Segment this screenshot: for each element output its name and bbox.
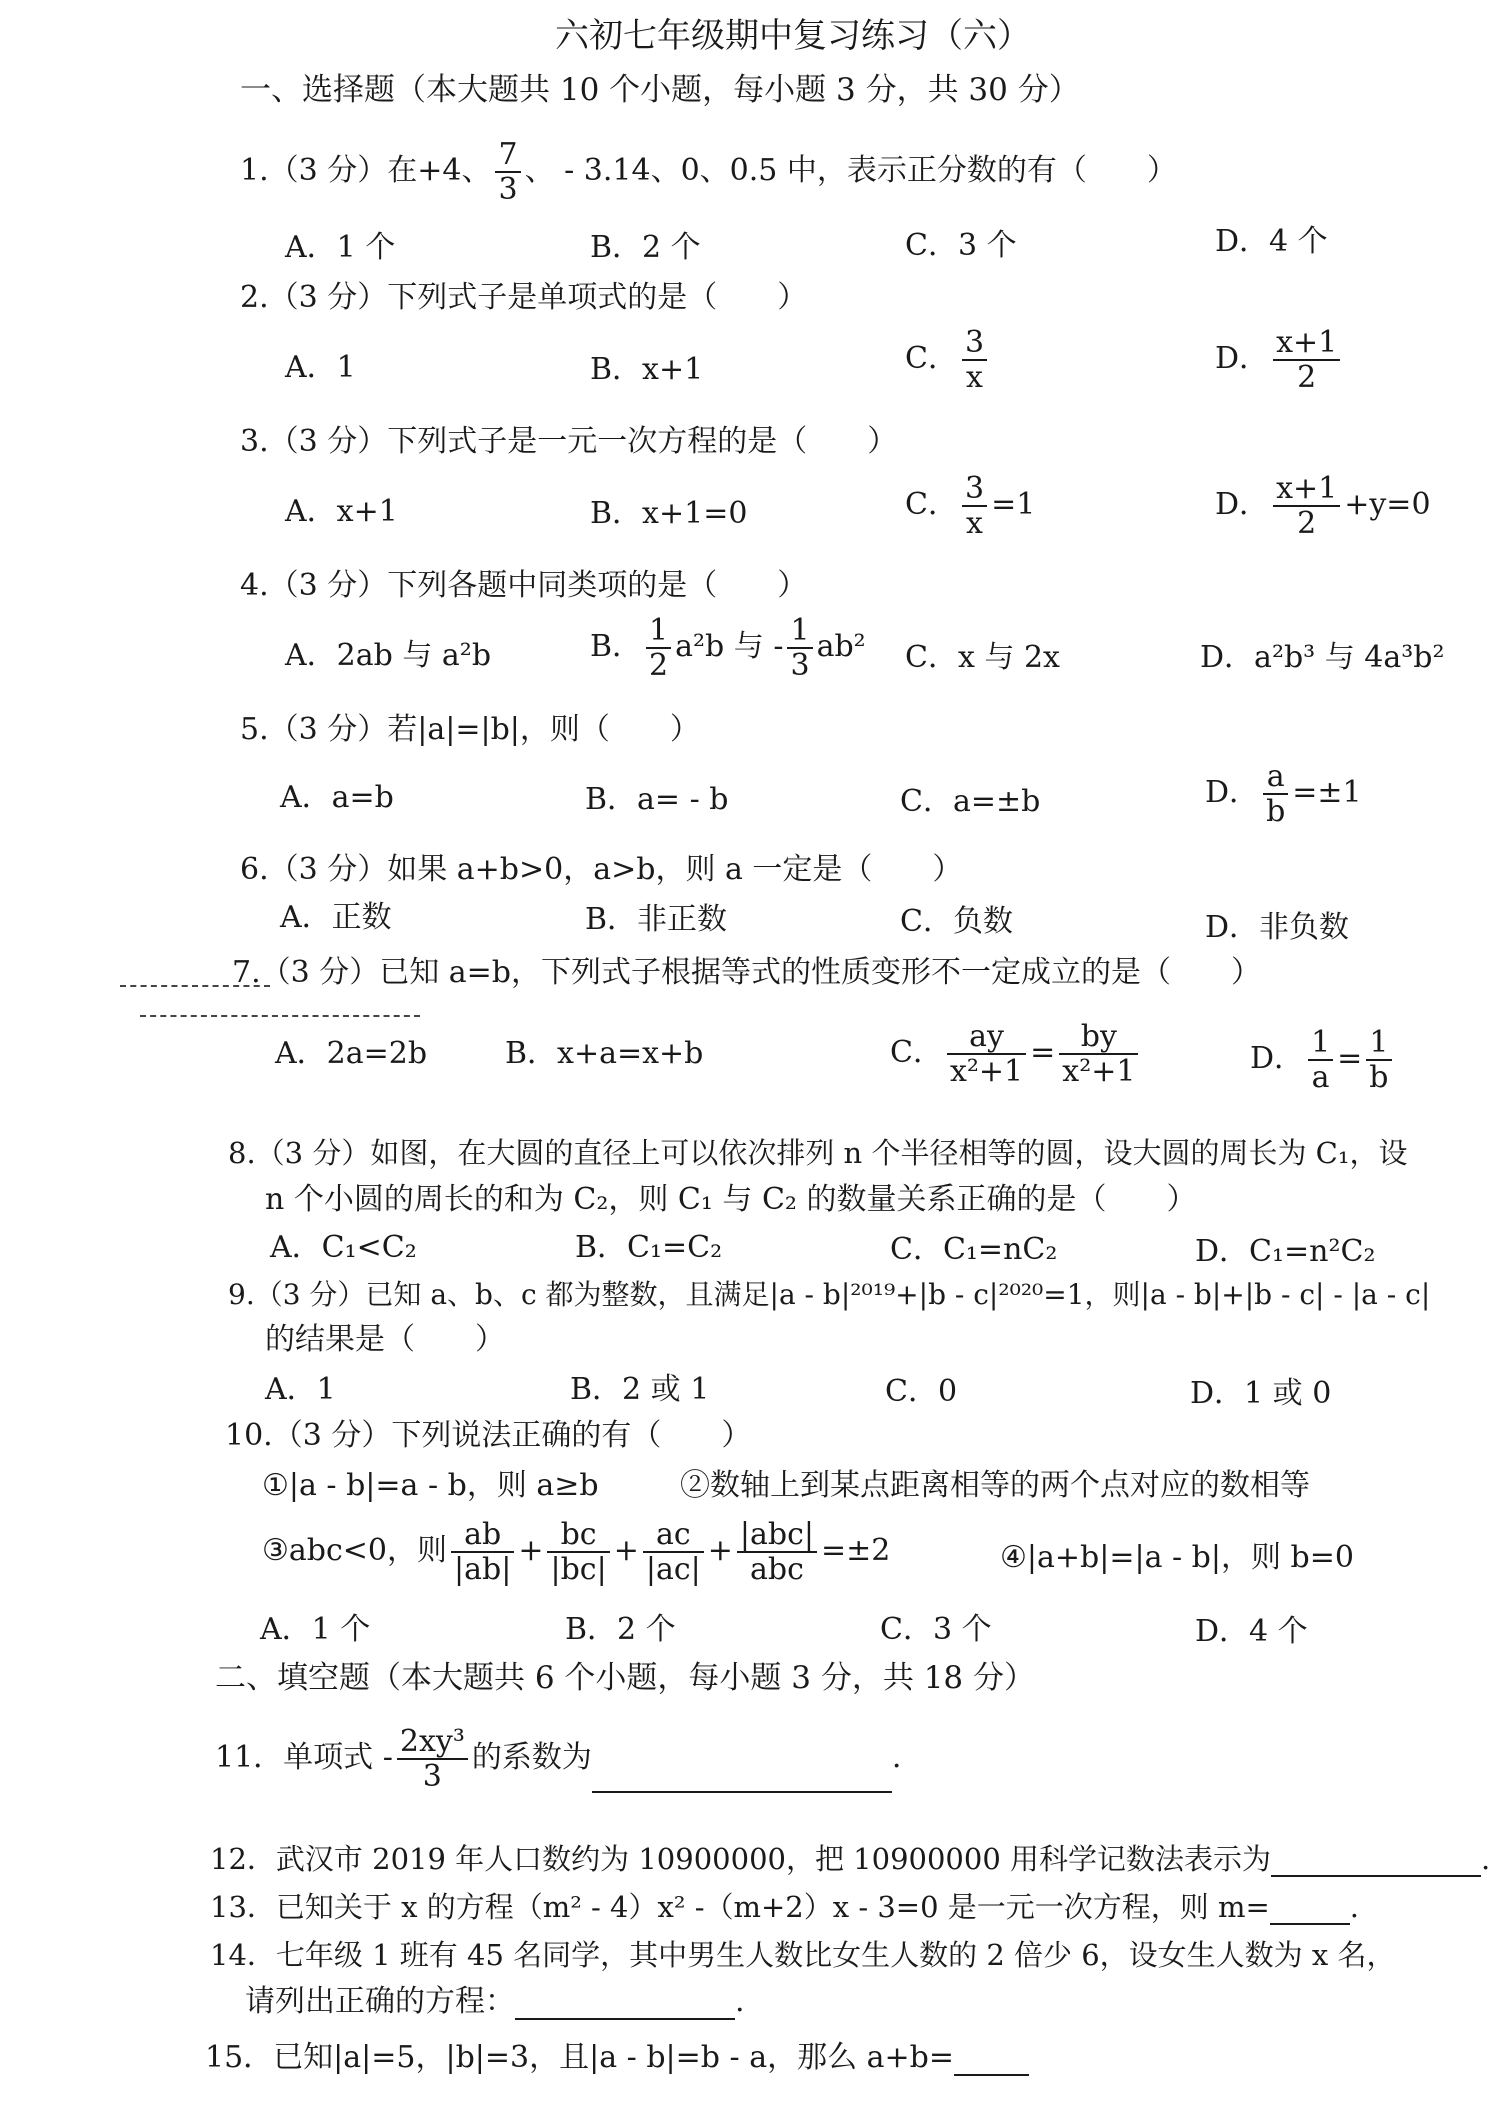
question-10-statement-2: ②数轴上到某点距离相等的两个点对应的数相等 (680, 1468, 1310, 1503)
question-1-option-b: B．2 个 (590, 230, 701, 265)
fraction: $\frac{\text{2xy³}}{3}$ (397, 1725, 468, 1793)
fraction: $\frac{3}{x}$ (962, 326, 987, 394)
question-8-option-a: A．C₁<C₂ (270, 1230, 417, 1265)
question-14-line2: 请列出正确的方程： . (245, 1984, 745, 2019)
fraction: $\frac{a}{b}$ (1263, 760, 1288, 828)
question-3-option-d: D． $\frac{x+1}{2}$ +y=0 (1215, 471, 1431, 541)
fraction: $\frac{ab}{|ab|}$ (451, 1518, 514, 1586)
question-10-option-a: A．1 个 (260, 1612, 371, 1647)
question-10-statement-4: ④|a+b|=|a - b|，则 b=0 (1000, 1540, 1354, 1575)
fraction: $\frac{\text{|abc|}}{\text{abc}}$ (737, 1518, 817, 1586)
question-1-stem: 1.（3 分）在+4、 $\frac{7}{3}$ 、 - 3.14、0、0.5 中，表示正分数的有（ ） (240, 137, 1177, 207)
answer-blank[interactable] (1271, 1875, 1481, 1877)
question-1-option-c: C．3 个 (905, 228, 1017, 263)
question-6-option-a: A．正数 (280, 900, 392, 935)
fraction: $\frac{1}{a}$ (1308, 1026, 1333, 1094)
question-7-option-c: C． $\frac{ay}{\text{x²+1}}$ = $\frac{by}{\text{x²+1}}$ (890, 1020, 1142, 1088)
fraction: $\frac{bc}{|bc|}$ (547, 1518, 609, 1586)
pen-mark (140, 1015, 420, 1017)
question-8-option-b: B．C₁=C₂ (575, 1230, 723, 1265)
section-choice-heading: 一、选择题（本大题共 10 个小题，每小题 3 分，共 30 分） (240, 72, 1080, 108)
question-9-stem-line1: 9.（3 分）已知 a、b、c 都为整数，且满足|a - b|²⁰¹⁹+|b - c|²⁰²⁰=1，则|a - b|+|b - c| - |a - c| (228, 1278, 1431, 1311)
question-10-statement-3: ③abc<0，则 $\frac{ab}{|ab|}$ + $\frac{bc}{|bc|}$ + $\frac{ac}{|ac|}$ + $\frac{\text{|abc|}}{\text{abc}}$ =±2 (262, 1517, 891, 1587)
question-8-option-d: D．C₁=n²C₂ (1195, 1234, 1376, 1269)
question-3-option-a: A．x+1 (285, 494, 398, 529)
question-10-option-d: D．4 个 (1195, 1614, 1308, 1649)
question-5-option-a: A．a=b (280, 780, 394, 815)
question-4-option-b: B． $\frac{1}{2}$ a²b 与 - $\frac{1}{3}$ ab² (590, 613, 866, 683)
question-14-line1: 14．七年级 1 班有 45 名同学，其中男生人数比女生人数的 2 倍少 6，设女生人数为 x 名， (210, 1938, 1396, 1972)
question-7-option-d: D． $\frac{1}{a}$ = $\frac{1}{b}$ (1250, 1026, 1396, 1094)
question-9-option-a: A．1 (265, 1372, 336, 1407)
question-7-option-b: B．x+a=x+b (505, 1036, 704, 1071)
question-9-option-c: C．0 (885, 1374, 958, 1409)
question-8-stem-line1: 8.（3 分）如图，在大圆的直径上可以依次排列 n 个半径相等的圆，设大圆的周长为 C₁，设 (228, 1136, 1408, 1170)
question-10-option-c: C．3 个 (880, 1612, 992, 1647)
question-11: 11．单项式 - $\frac{\text{2xy³}}{3}$ 的系数为 . (215, 1724, 902, 1794)
answer-blank[interactable] (515, 2018, 735, 2020)
question-13: 13．已知关于 x 的方程（m² - 4）x² -（m+2）x - 3=0 是一元一次方程，则 m= . (210, 1890, 1359, 1924)
question-1-option-a: A．1 个 (285, 230, 396, 265)
fraction: $\frac{x+1}{2}$ (1273, 472, 1340, 540)
fraction: $\frac{1}{3}$ (787, 614, 812, 682)
answer-blank[interactable] (954, 2074, 1029, 2076)
question-9-stem-line2: 的结果是（ ） (265, 1322, 505, 1357)
question-6-option-d: D．非负数 (1205, 910, 1350, 945)
question-7-option-a: A．2a=2b (275, 1036, 428, 1071)
question-15: 15．已知|a|=5，|b|=3，且|a - b|=b - a，那么 a+b= (205, 2040, 1029, 2076)
question-2-option-c: C． $\frac{3}{x}$ (905, 326, 991, 394)
answer-blank[interactable] (1270, 1923, 1350, 1925)
question-3-option-b: B．x+1=0 (590, 496, 748, 531)
question-2-option-a: A．1 (285, 350, 356, 385)
question-2-option-b: B．x+1 (590, 352, 704, 387)
fraction: $\frac{1}{b}$ (1366, 1026, 1391, 1094)
question-7-stem: 7.（3 分）已知 a=b，下列式子根据等式的性质变形不一定成立的是（ ） (232, 955, 1262, 990)
question-9-option-b: B．2 或 1 (570, 1372, 710, 1407)
question-6-option-c: C．负数 (900, 904, 1013, 939)
fraction: $\frac{7}{3}$ (495, 138, 520, 206)
fraction: $\frac{x+1}{2}$ (1273, 326, 1340, 394)
question-10-statement-1: ①|a - b|=a - b，则 a≥b (262, 1468, 599, 1503)
question-3-option-c: C． $\frac{3}{x}$ =1 (905, 471, 1036, 541)
question-5-option-c: C．a=±b (900, 784, 1041, 819)
question-10-option-b: B．2 个 (565, 1612, 676, 1647)
fraction: $\frac{by}{\text{x²+1}}$ (1059, 1020, 1138, 1088)
question-2-stem: 2.（3 分）下列式子是单项式的是（ ） (240, 280, 808, 315)
question-8-stem-line2: n 个小圆的周长的和为 C₂，则 C₁ 与 C₂ 的数量关系正确的是（ ） (265, 1182, 1197, 1217)
question-5-stem: 5.（3 分）若|a|=|b|，则（ ） (240, 712, 700, 747)
question-6-stem: 6.（3 分）如果 a+b>0，a>b，则 a 一定是（ ） (240, 852, 963, 887)
question-9-option-d: D．1 或 0 (1190, 1376, 1332, 1411)
question-6-option-b: B．非正数 (585, 902, 728, 937)
fraction: $\frac{ay}{\text{x²+1}}$ (947, 1020, 1026, 1088)
question-10-stem: 10.（3 分）下列说法正确的有（ ） (225, 1418, 752, 1453)
answer-blank[interactable] (592, 1791, 892, 1793)
fraction: $\frac{ac}{|ac|}$ (643, 1518, 704, 1586)
question-12: 12．武汉市 2019 年人口数约为 10900000，把 10900000 用科学记数法表示为 . (210, 1842, 1491, 1876)
fraction: $\frac{3}{x}$ (962, 472, 987, 540)
question-3-stem: 3.（3 分）下列式子是一元一次方程的是（ ） (240, 424, 898, 459)
question-1-option-d: D．4 个 (1215, 224, 1328, 259)
question-5-option-d: D． $\frac{a}{b}$ =±1 (1205, 759, 1362, 829)
question-4-option-d: D．a²b³ 与 4a³b² (1200, 640, 1445, 675)
question-4-option-c: C．x 与 2x (905, 640, 1060, 675)
page-title: 六初七年级期中复习练习（六） (555, 16, 1031, 56)
section-fill-heading: 二、填空题（本大题共 6 个小题，每小题 3 分，共 18 分） (215, 1660, 1036, 1696)
question-8-option-c: C．C₁=nC₂ (890, 1232, 1058, 1267)
question-4-stem: 4.（3 分）下列各题中同类项的是（ ） (240, 568, 808, 603)
fraction: $\frac{1}{2}$ (646, 614, 671, 682)
question-4-option-a: A．2ab 与 a²b (285, 638, 492, 673)
question-2-option-d: D． $\frac{x+1}{2}$ (1215, 326, 1344, 394)
question-5-option-b: B．a= - b (585, 782, 729, 817)
